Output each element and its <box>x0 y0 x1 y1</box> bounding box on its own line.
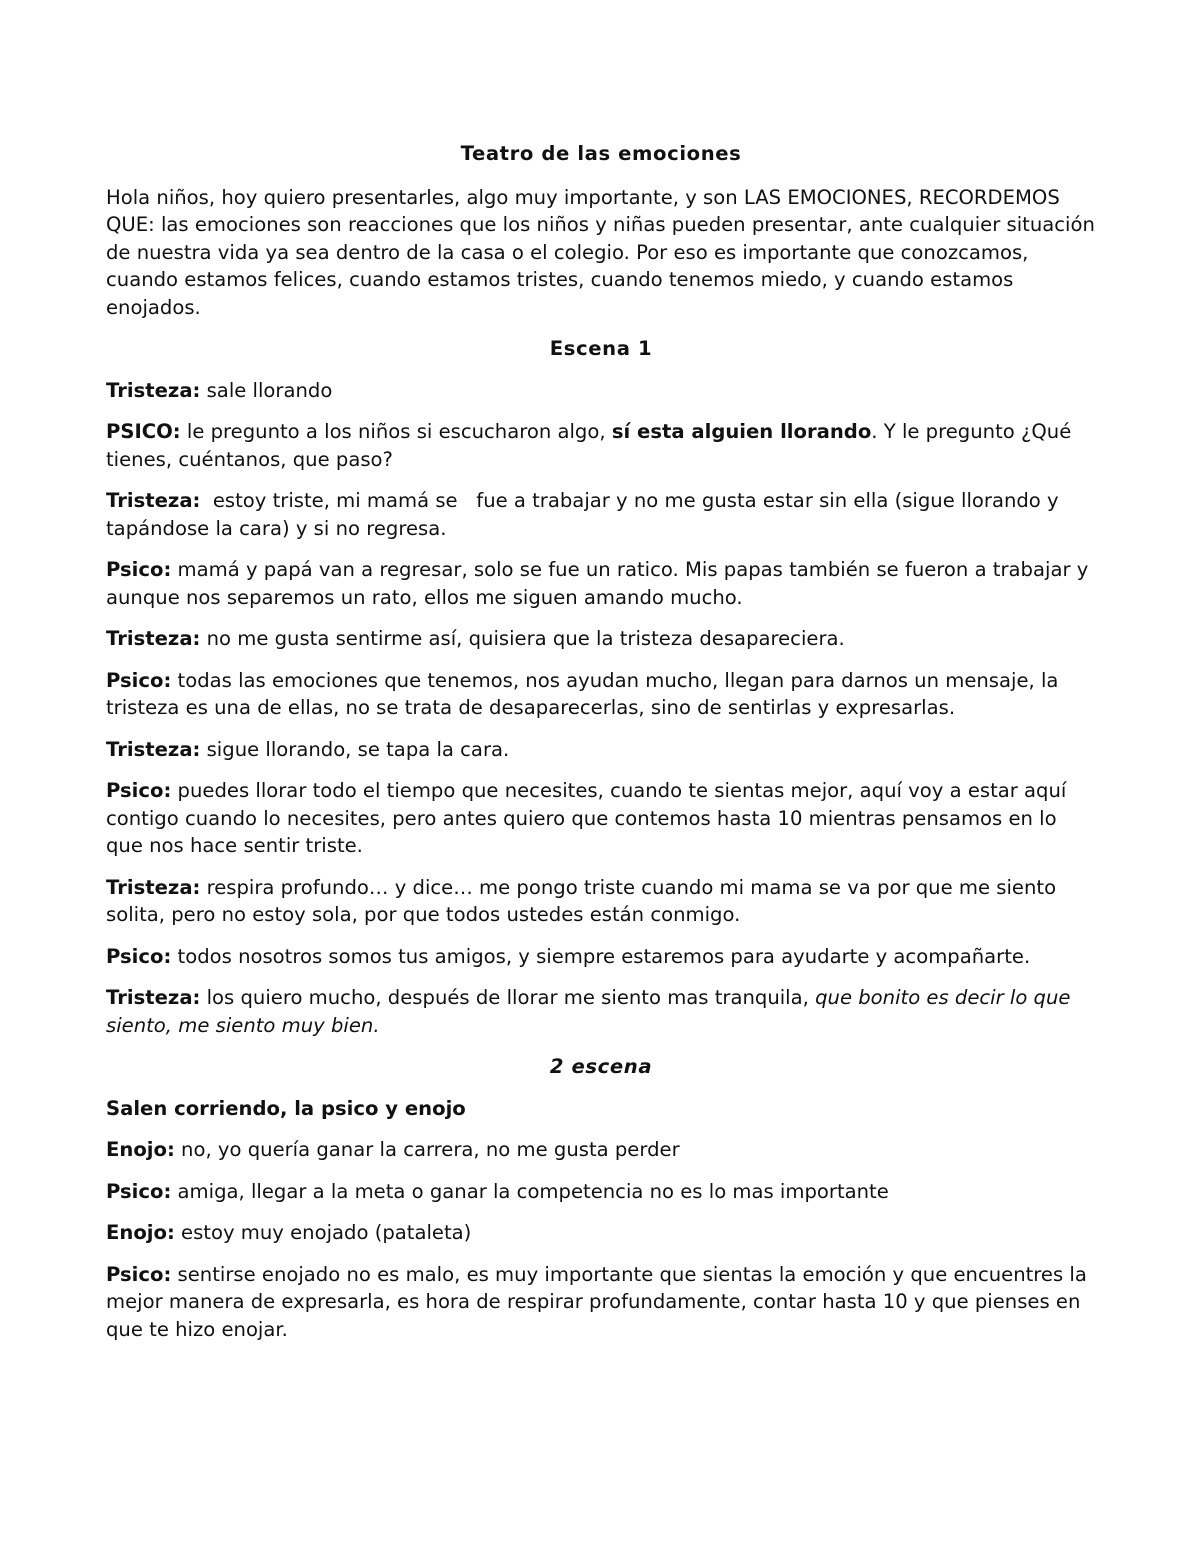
speaker-label: Tristeza: <box>106 627 201 650</box>
dialogue-line <box>106 418 1096 473</box>
speaker-label: Tristeza: <box>106 737 201 761</box>
dialogue-text: sale llorando <box>200 378 333 402</box>
speaker-label: Enojo: <box>106 1138 175 1161</box>
speaker-label: Tristeza: <box>106 986 201 1009</box>
dialogue-line <box>106 625 1096 653</box>
speaker-label: Psico: <box>106 1179 172 1203</box>
intro-paragraph: Hola niños, hoy quiero presentarles, algo muy importante, y son LAS EMOCIONES, RECORDEMOS QUE: las emociones son reacciones que los niños y niñas pueden presentar, ante cualquier situación de nuestra vida ya sea dentro de la casa o el colegio. Por eso es importante que conozcamos, cuando estamos felices, cuando estamos tristes, cuando tenemos miedo, y cuando estamos enojados. <box>106 185 1095 319</box>
dialogue-text: sentirse enojado no es malo, es muy importante que sientas la emoción y que encuentres la mejor manera de expresarla, es hora de respirar profundamente, contar hasta 10 y que pienses en que te hizo enojar. <box>106 1262 1087 1341</box>
dialogue-line <box>106 984 1096 1039</box>
dialogue-line <box>106 1136 1096 1164</box>
dialogue-line <box>106 1261 1096 1344</box>
dialogue-text: todas las emociones que tenemos, nos ayudan mucho, llegan para darnos un mensaje, la tristeza es una de ellas, no se trata de desaparecerlas, sino de sentirlas y expresarlas. <box>106 668 1059 719</box>
scene1-heading: Escena 1 <box>549 337 653 360</box>
dialogue-text: mamá y papá van a regresar, solo se fue un ratico. Mis papas también se fueron a trabajar y aunque nos separemos un rato, ellos me siguen amando mucho. <box>106 558 1089 609</box>
speaker-label: Tristeza: <box>106 489 201 512</box>
speaker-label: Psico: <box>106 1262 172 1286</box>
speaker-label: Psico: <box>106 558 172 581</box>
dialogue-text: estoy muy enojado (pataleta) <box>174 1221 472 1244</box>
speaker-label: Psico: <box>106 779 172 802</box>
stage-direction: Salen corriendo, la psico y enojo <box>106 1096 466 1120</box>
dialogue-text: sigue llorando, se tapa la cara. <box>200 737 510 761</box>
dialogue-text: no me gusta sentirme así, quisiera que la tristeza desapareciera. <box>200 627 845 650</box>
document-content <box>106 140 1096 1357</box>
speaker-label: Tristeza: <box>106 875 201 899</box>
dialogue-line <box>106 736 1096 764</box>
speaker-label: Psico: <box>106 944 172 968</box>
dialogue-text: no, yo quería ganar la carrera, no me gusta perder <box>174 1138 680 1161</box>
dialogue-line <box>106 377 1096 405</box>
dialogue-line <box>106 874 1096 929</box>
dialogue-text: estoy triste, mi mamá se fue a trabajar y no me gusta estar sin ella (sigue llorando y tapándose la cara) y si no regresa. <box>106 489 1065 540</box>
dialogue-text: le pregunto a los niños si escucharon algo, <box>180 420 612 443</box>
dialogue-line <box>106 777 1096 860</box>
dialogue-text: respira profundo… y dice… me pongo triste cuando mi mama se va por que me siento solita, pero no estoy sola, por que todos ustedes están conmigo. <box>106 875 1057 926</box>
scene2-heading: 2 escena <box>549 1055 653 1078</box>
dialogue-line <box>106 487 1096 542</box>
dialogue-text: puedes llorar todo el tiempo que necesites, cuando te sientas mejor, aquí voy a estar aquí contigo cuando lo necesites, pero antes quiero que contemos hasta 10 mientras pensamos en lo que nos hace sentir triste. <box>106 779 1067 857</box>
emphasis-text: sí esta alguien llorando <box>611 420 872 443</box>
dialogue-line <box>106 1219 1096 1247</box>
speaker-label: PSICO: <box>106 420 181 443</box>
speaker-label: Enojo: <box>106 1221 175 1244</box>
dialogue-text: todos nosotros somos tus amigos, y siempre estaremos para ayudarte y acompañarte. <box>171 944 1031 968</box>
dialogue-line <box>106 1178 1096 1206</box>
dialogue-text: amiga, llegar a la meta o ganar la competencia no es lo mas importante <box>171 1179 889 1203</box>
speaker-label: Tristeza: <box>106 378 201 402</box>
speaker-label: Psico: <box>106 668 172 692</box>
dialogue-line <box>106 667 1096 722</box>
dialogue-line <box>106 943 1096 971</box>
dialogue-text: los quiero mucho, después de llorar me siento mas tranquila, <box>200 986 816 1009</box>
italic-text: que bonito es decir lo que siento, me siento muy bien. <box>106 986 1071 1037</box>
document-title: Teatro de las emociones <box>460 142 742 165</box>
dialogue-line <box>106 556 1096 611</box>
dialogue-text: . Y le pregunto ¿Qué tienes, cuéntanos, que paso? <box>106 420 1072 471</box>
